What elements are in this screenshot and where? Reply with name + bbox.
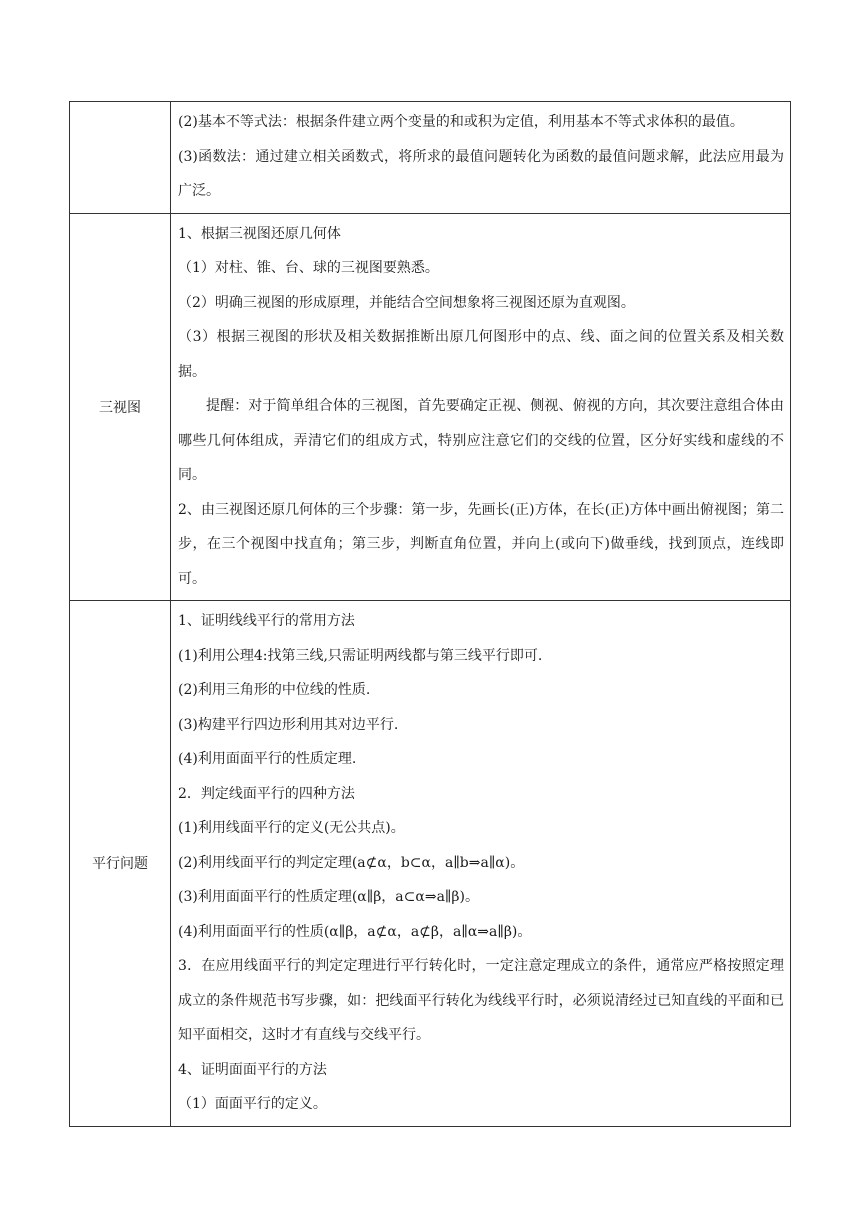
content-line: (4)利用面面平行的性质定理.	[178, 751, 357, 767]
content-line: (2)利用三角形的中位线的性质.	[178, 682, 371, 698]
content-line: (3)函数法：通过建立相关函数式，将所求的最值问题转化为函数的最值问题求解，此法应用最为广泛。	[178, 148, 784, 199]
content-cell	[171, 213, 791, 601]
content-line: （2）明确三视图的形成原理，并能结合空间想象将三视图还原为直观图。	[178, 294, 635, 311]
content-cell	[171, 102, 791, 214]
content-line: 4、证明面面平行的方法	[178, 1061, 327, 1078]
content-line: 2．判定线面平行的四种方法	[178, 785, 355, 802]
content-line: 3．在应用线面平行的判定定理进行平行转化时，一定注意定理成立的条件，通常应严格按照定理成立的条件规范书写步骤，如：把线面平行转化为线线平行时，必须说清经过已知直线的平面和已知平面相交，这时才有直线与交线平行。	[178, 958, 784, 1043]
topic-cell: 平行问题	[70, 601, 171, 1127]
table-row	[70, 601, 791, 1127]
content-line: （1）面面平行的定义。	[178, 1096, 327, 1112]
content-line: (1)利用线面平行的定义(无公共点)。	[178, 820, 405, 836]
content-line: 2、由三视图还原几何体的三个步骤：第一步，先画长(正)方体，在长(正)方体中画出俯视图；第二步，在三个视图中找直角；第三步，判断直角位置，并向上(或向下)做垂线，找到顶点，连线即可。	[178, 501, 784, 587]
content-line: (2)基本不等式法：根据条件建立两个变量的和或积为定值，利用基本不等式求体积的最值。	[178, 114, 744, 130]
content-line: (2)利用线面平行的判定定理(a⊄α，b⊂α，a∥b⇒a∥α)。	[178, 854, 525, 871]
content-line: (3)利用面面平行的性质定理(α∥β，a⊂α⇒a∥β)。	[178, 889, 479, 905]
topic-cell	[70, 102, 171, 214]
content-line: （1）对柱、锥、台、球的三视图要熟悉。	[178, 260, 439, 276]
content-line: (1)利用公理4:找第三线,只需证明两线都与第三线平行即可.	[178, 647, 543, 664]
topic-cell: 三视图	[70, 213, 171, 601]
table-row	[70, 213, 791, 601]
document-page	[69, 101, 791, 1127]
content-line: 1、根据三视图还原几何体	[178, 225, 341, 242]
notes-table	[69, 101, 791, 1127]
content-line: (3)构建平行四边形利用其对边平行.	[178, 716, 399, 733]
content-line: （3）根据三视图的形状及相关数据推断出原几何图形中的点、线、面之间的位置关系及相关数据。	[178, 329, 784, 380]
content-line: 1、证明线线平行的常用方法	[178, 613, 355, 629]
table-row	[70, 102, 791, 214]
content-line: (4)利用面面平行的性质(α∥β，a⊄α，a⊄β，a∥α⇒a∥β)。	[178, 923, 532, 940]
content-cell	[171, 601, 791, 1127]
reminder-paragraph: 提醒：对于简单组合体的三视图，首先要确定正视、侧视、俯视的方向，其次要注意组合体由哪些几何体组成，弄清它们的组成方式，特别应注意它们的交线的位置，区分好实线和虚线的不同。	[178, 398, 784, 483]
